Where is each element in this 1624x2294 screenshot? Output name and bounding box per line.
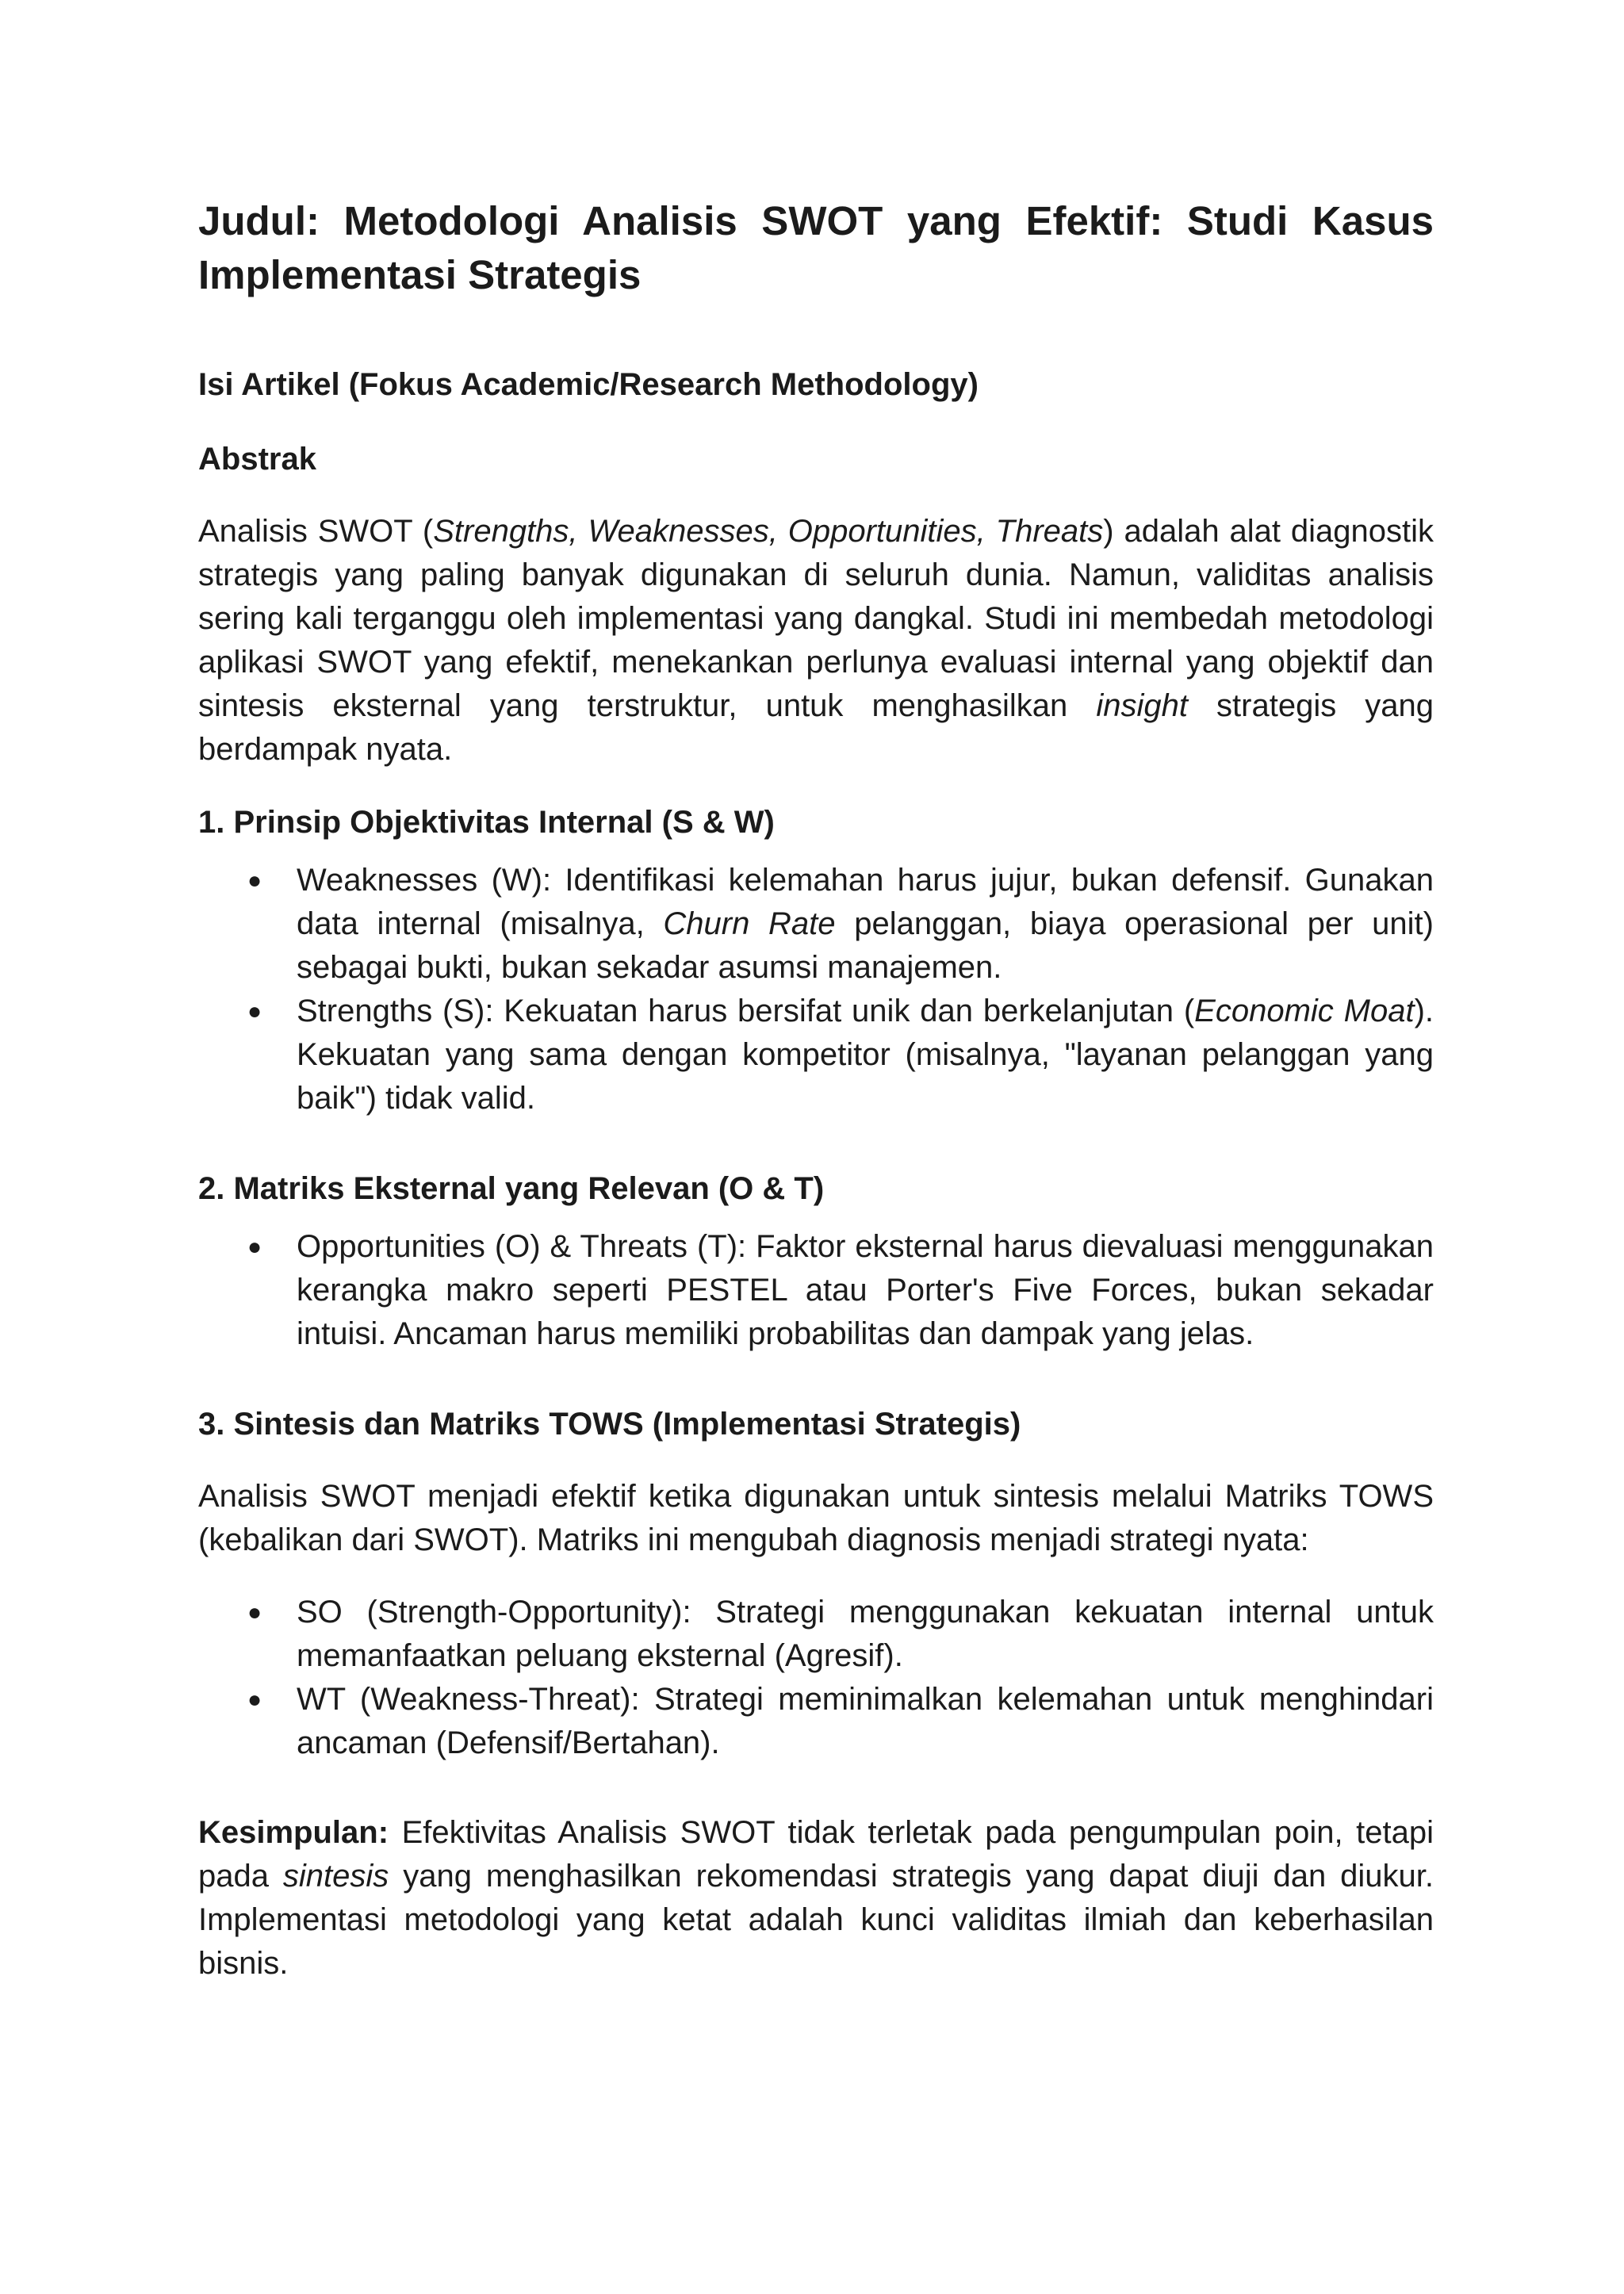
wt-text: WT (Weakness-Threat): Strategi meminimalkan kelemahan untuk menghindari ancaman (Defensif/Bertahan). <box>297 1682 1434 1760</box>
conclusion-sintesis-term: sintesis <box>282 1859 389 1894</box>
weaknesses-text-2: pelanggan, biaya operasional per unit) sebagai bukti, bukan sekadar asumsi manajemen. <box>297 906 1434 985</box>
abstract-swot-terms: Strengths, Weaknesses, Opportunities, Threats <box>433 514 1104 549</box>
section2-heading: 2. Matriks Eksternal yang Relevan (O & T) <box>198 1171 825 1206</box>
conclusion-paragraph <box>198 1811 1434 1986</box>
abstract-insight-term: insight <box>1096 688 1188 723</box>
document-title: Judul: Metodologi Analisis SWOT yang Efektif: Studi Kasus Implementasi Strategis <box>198 198 1434 297</box>
list-item-opportunities-threats <box>198 1225 1434 1356</box>
bullet-icon: ● <box>247 1599 262 1626</box>
section1-heading: 1. Prinsip Objektivitas Internal (S & W) <box>198 805 775 840</box>
abstract-text-2: ) adalah alat diagnostik strategis yang paling banyak digunakan di seluruh dunia. Namun, validitas analisis sering kali terganggu oleh implementasi yang dangkal. Studi ini membedah metodologi aplikasi SWOT yang efektif, menekankan perlunya evaluasi internal yang objektif dan sintesis eksternal yang terstruktur, untuk menghasilkan <box>198 514 1434 723</box>
bullet-icon: ● <box>247 867 262 894</box>
bullet-icon: ● <box>247 998 262 1024</box>
weaknesses-text-1: Weaknesses (W): Identifikasi kelemahan harus jujur, bukan defensif. Gunakan data internal (misalnya, <box>297 863 1434 941</box>
weaknesses-churn-term: Churn Rate <box>663 906 836 941</box>
section1-list <box>198 859 1434 1120</box>
document-page <box>198 194 1434 1986</box>
section3-heading: 3. Sintesis dan Matriks TOWS (Implementasi Strategis) <box>198 1407 1021 1442</box>
intro-heading: Isi Artikel (Fokus Academic/Research Methodology) <box>198 367 979 402</box>
so-text: SO (Strength-Opportunity): Strategi menggunakan kekuatan internal untuk memanfaatkan peluang eksternal (Agresif). <box>297 1595 1434 1673</box>
opportunities-threats-text: Opportunities (O) & Threats (T): Faktor eksternal harus dievaluasi menggunakan kerangka makro seperti PESTEL atau Porter's Five Forces, bukan sekadar intuisi. Ancaman harus memiliki probabilitas dan dampak yang jelas. <box>297 1229 1434 1351</box>
section3-paragraph: Analisis SWOT menjadi efektif ketika digunakan untuk sintesis melalui Matriks TOWS (kebalikan dari SWOT). Matriks ini mengubah diagnosis menjadi strategi nyata: <box>198 1479 1434 1557</box>
abstract-text-3: strategis yang berdampak nyata. <box>198 688 1434 767</box>
strengths-text-1: Strengths (S): Kekuatan harus bersifat unik dan berkelanjutan ( <box>297 994 1195 1028</box>
conclusion-label: Kesimpulan: <box>198 1815 389 1850</box>
bullet-icon: ● <box>247 1234 262 1260</box>
list-item-strengths <box>198 990 1434 1120</box>
conclusion-text-1: Efektivitas Analisis SWOT tidak terletak pada pengumpulan poin, tetapi pada <box>198 1815 1434 1894</box>
section2-list <box>198 1225 1434 1356</box>
abstract-heading: Abstrak <box>198 442 316 477</box>
conclusion-text-2: yang menghasilkan rekomendasi strategis yang dapat diuji dan diukur. Implementasi metodologi yang ketat adalah kunci validitas ilmiah dan keberhasilan bisnis. <box>198 1859 1434 1981</box>
strengths-text-2: ). Kekuatan yang sama dengan kompetitor (misalnya, "layanan pelanggan yang baik") tidak valid. <box>297 994 1434 1116</box>
abstract-text-1: Analisis SWOT ( <box>198 514 434 549</box>
bullet-icon: ● <box>247 1687 262 1713</box>
abstract-paragraph <box>198 510 1434 772</box>
list-item-so <box>198 1591 1434 1678</box>
section3-list <box>198 1591 1434 1765</box>
strengths-moat-term: Economic Moat <box>1194 994 1415 1028</box>
list-item-wt <box>198 1678 1434 1765</box>
list-item-weaknesses <box>198 859 1434 990</box>
